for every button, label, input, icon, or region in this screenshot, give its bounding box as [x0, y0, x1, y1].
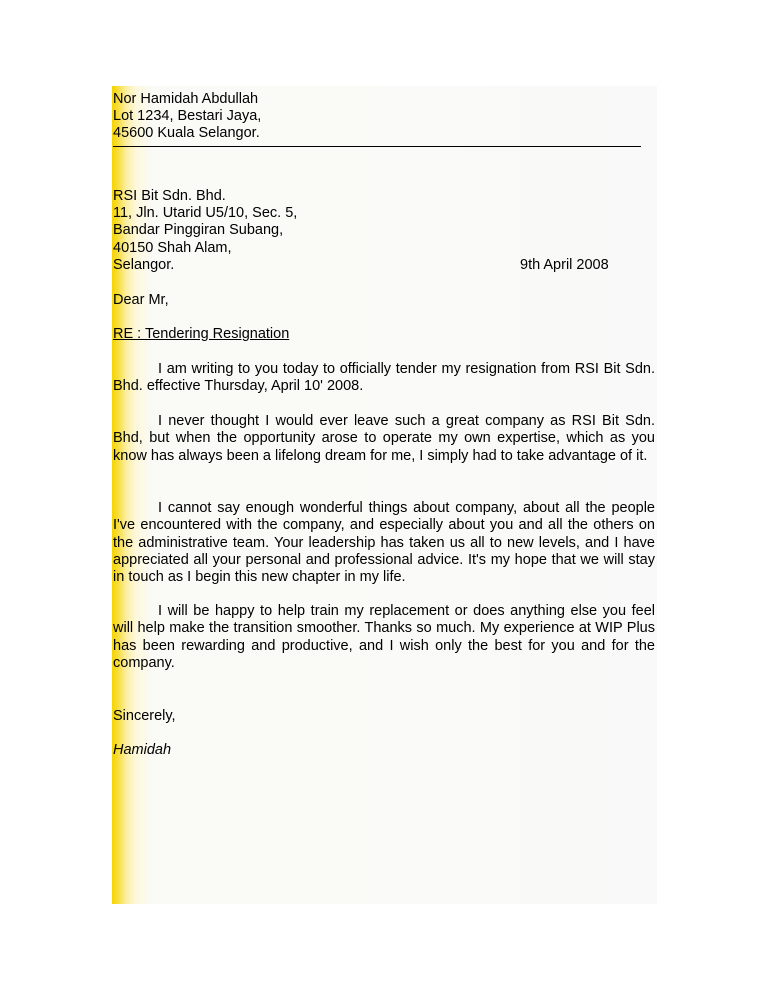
subject-line: RE : Tendering Resignation: [113, 326, 290, 342]
recipient-address-line4: Selangor.: [113, 257, 175, 273]
sender-address-line2: 45600 Kuala Selangor.: [113, 125, 260, 141]
body-paragraph-1: I am writing to you today to officially tender my resignation from RSI Bit Sdn. Bhd. effective Thursday, April 10' 2008.: [113, 361, 655, 395]
recipient-address-line3: 40150 Shah Alam,: [113, 240, 232, 256]
signature: Hamidah: [113, 742, 172, 758]
recipient-address-line2: Bandar Pinggiran Subang,: [113, 222, 284, 238]
letter-date: 9th April 2008: [520, 257, 609, 273]
body-paragraph-4: I will be happy to help train my replacement or does anything else you feel will help make the transition smoother. Thanks so much. My experience at WIP Plus has been rewarding and productive, and I wish only the best for you and for the company.: [113, 603, 655, 671]
body-paragraph-3: I cannot say enough wonderful things about company, about all the people I've encountered with the company, and especially about you and all the others on the administrative team. Your leadership has taken us all to new levels, and I have appreciated all your personal and professional advice. It's my hope that we will stay in touch as I begin this new chapter in my life.: [113, 500, 655, 586]
salutation: Dear Mr,: [113, 292, 169, 308]
recipient-address-line1: 11, Jln. Utarid U5/10, Sec. 5,: [113, 205, 298, 221]
header-divider: [113, 146, 641, 147]
recipient-company: RSI Bit Sdn. Bhd.: [113, 188, 226, 204]
sender-address-line1: Lot 1234, Bestari Jaya,: [113, 108, 262, 124]
body-paragraph-2: I never thought I would ever leave such a great company as RSI Bit Sdn. Bhd, but when the opportunity arose to operate my own expertise, which as you know has always been a lifelong dream for me, I simply had to take advantage of it.: [113, 413, 655, 464]
sender-name: Nor Hamidah Abdullah: [113, 91, 259, 107]
closing: Sincerely,: [113, 708, 176, 724]
